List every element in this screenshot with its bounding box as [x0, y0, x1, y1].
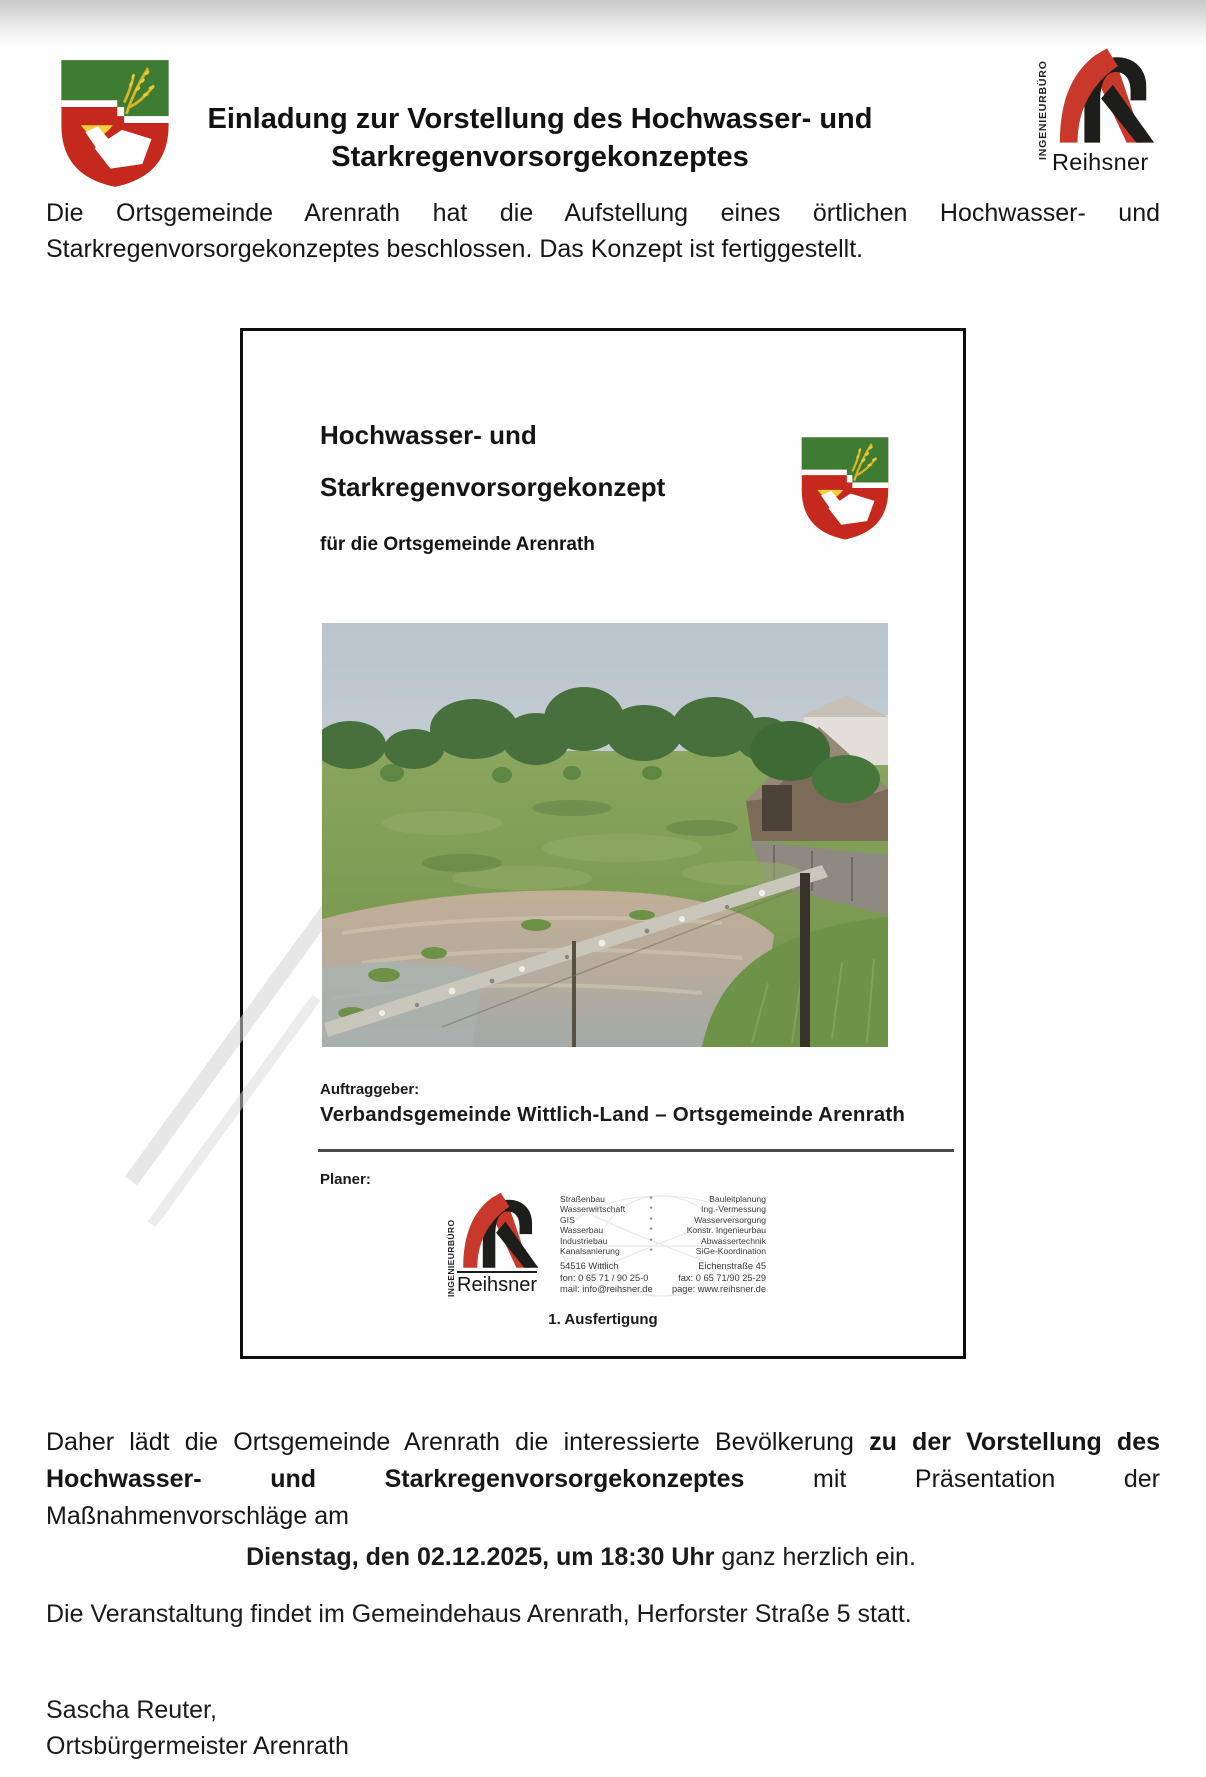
service-item: Wasserbau — [560, 1225, 604, 1236]
client-label: Auftraggeber: — [320, 1081, 420, 1098]
address-item: fax: 0 65 71/90 25-29 — [678, 1272, 766, 1283]
planner-logo-vertical-text: INGENIEURBÜRO — [446, 1219, 456, 1297]
cover-title-line1: Hochwasser- und — [320, 420, 537, 450]
divider-line — [318, 1149, 954, 1152]
address-item: 54516 Wittlich — [560, 1261, 619, 1271]
signature-block — [46, 1692, 349, 1764]
address-item: Eichenstraße 45 — [698, 1261, 766, 1271]
event-date-suffix: ganz herzlich ein. — [721, 1543, 916, 1571]
invitation-paragraph — [46, 1424, 1160, 1535]
service-item: Wasserwirtschaft — [560, 1204, 626, 1215]
signature-role: Ortsbürgermeister Arenrath — [46, 1732, 349, 1760]
service-separator: * — [649, 1204, 653, 1215]
service-separator: * — [649, 1194, 653, 1204]
invitation-text: Daher lädt die Ortsgemeinde Arenrath die interessierte Bevölkerung — [46, 1428, 854, 1456]
reihsner-logo — [1037, 46, 1165, 180]
edition-label: 1. Ausfertigung — [548, 1311, 658, 1328]
reihsner-logo-mark-icon — [1052, 46, 1160, 147]
invitation-line2 — [46, 1461, 1160, 1498]
service-separator: * — [649, 1235, 653, 1246]
page-title-line2: Starkregenvorsorgekonzeptes — [331, 141, 749, 173]
service-separator: * — [649, 1214, 653, 1225]
cover-title — [320, 409, 665, 513]
invitation-text: mit Präsentation der — [813, 1465, 1160, 1493]
planner-services-list — [560, 1194, 766, 1256]
cover-subtitle: für die Ortsgemeinde Arenrath — [320, 534, 595, 555]
planner-address-block — [560, 1261, 766, 1296]
flood-photo — [322, 623, 888, 1047]
service-item: Abwassertechnik — [701, 1235, 766, 1246]
planner-logo-mark-icon — [457, 1191, 543, 1271]
event-date-line — [46, 1543, 1160, 1572]
service-item: Kanalsanierung — [560, 1246, 620, 1257]
intro-line2: Starkregenvorsorgekonzeptes beschlossen. Das Konzept ist fertiggestellt. — [46, 235, 864, 263]
invitation-text-bold: zu der Vorstellung des — [869, 1428, 1161, 1456]
planner-logo-name: Reihsner — [457, 1271, 537, 1297]
service-item: Konstr. Ingenieurbau — [686, 1225, 766, 1236]
scan-shadow — [0, 0, 1206, 48]
intro-line1: Die Ortsgemeinde Arenrath hat die Aufstellung eines örtlichen Hochwasser- und — [46, 199, 1160, 227]
cover-title-line2: Starkregenvorsorgekonzept — [320, 472, 666, 502]
venue-line: Die Veranstaltung findet im Gemeindehaus Arenrath, Herforster Straße 5 statt. — [46, 1600, 912, 1628]
address-item: fon: 0 65 71 / 90 25-0 — [560, 1272, 649, 1283]
page-title-line1: Einladung zur Vorstellung des Hochwasser- und — [207, 103, 873, 135]
service-item: SiGe-Koordination — [695, 1246, 766, 1257]
service-separator: * — [649, 1225, 653, 1236]
arenrath-coat-of-arms-icon — [799, 433, 891, 543]
service-item: Industriebau — [560, 1235, 608, 1246]
service-separator: * — [649, 1246, 653, 1257]
invitation-line3: Maßnahmenvorschläge am — [46, 1502, 349, 1530]
reihsner-logo-vertical-text: INGENIEURBÜRO — [1037, 60, 1049, 160]
planner-label: Planer: — [320, 1171, 371, 1188]
event-date: Dienstag, den 02.12.2025, um 18:30 Uhr — [246, 1543, 715, 1571]
report-cover-frame — [240, 328, 966, 1359]
address-item: page: www.reihsner.de — [671, 1284, 766, 1295]
service-item: GIS — [560, 1214, 575, 1225]
planner-logo-block — [446, 1191, 768, 1305]
invitation-line1 — [46, 1424, 1160, 1461]
service-item: Wasserversorgung — [694, 1214, 766, 1225]
service-item: Bauleitplanung — [709, 1194, 766, 1204]
service-item: Ing.-Vermessung — [701, 1204, 766, 1215]
client-name: Verbandsgemeinde Wittlich-Land – Ortsgemeinde Arenrath — [320, 1103, 906, 1126]
address-item: mail: info@reihsner.de — [560, 1284, 653, 1295]
reihsner-logo-name: Reihsner — [1052, 149, 1149, 175]
service-item: Straßenbau — [560, 1194, 605, 1204]
signature-name: Sascha Reuter, — [46, 1696, 217, 1724]
intro-paragraph — [46, 195, 1160, 267]
invitation-text-bold: Hochwasser- und Starkregenvorsorgekonzeptes — [46, 1465, 745, 1493]
page-title — [120, 100, 960, 176]
